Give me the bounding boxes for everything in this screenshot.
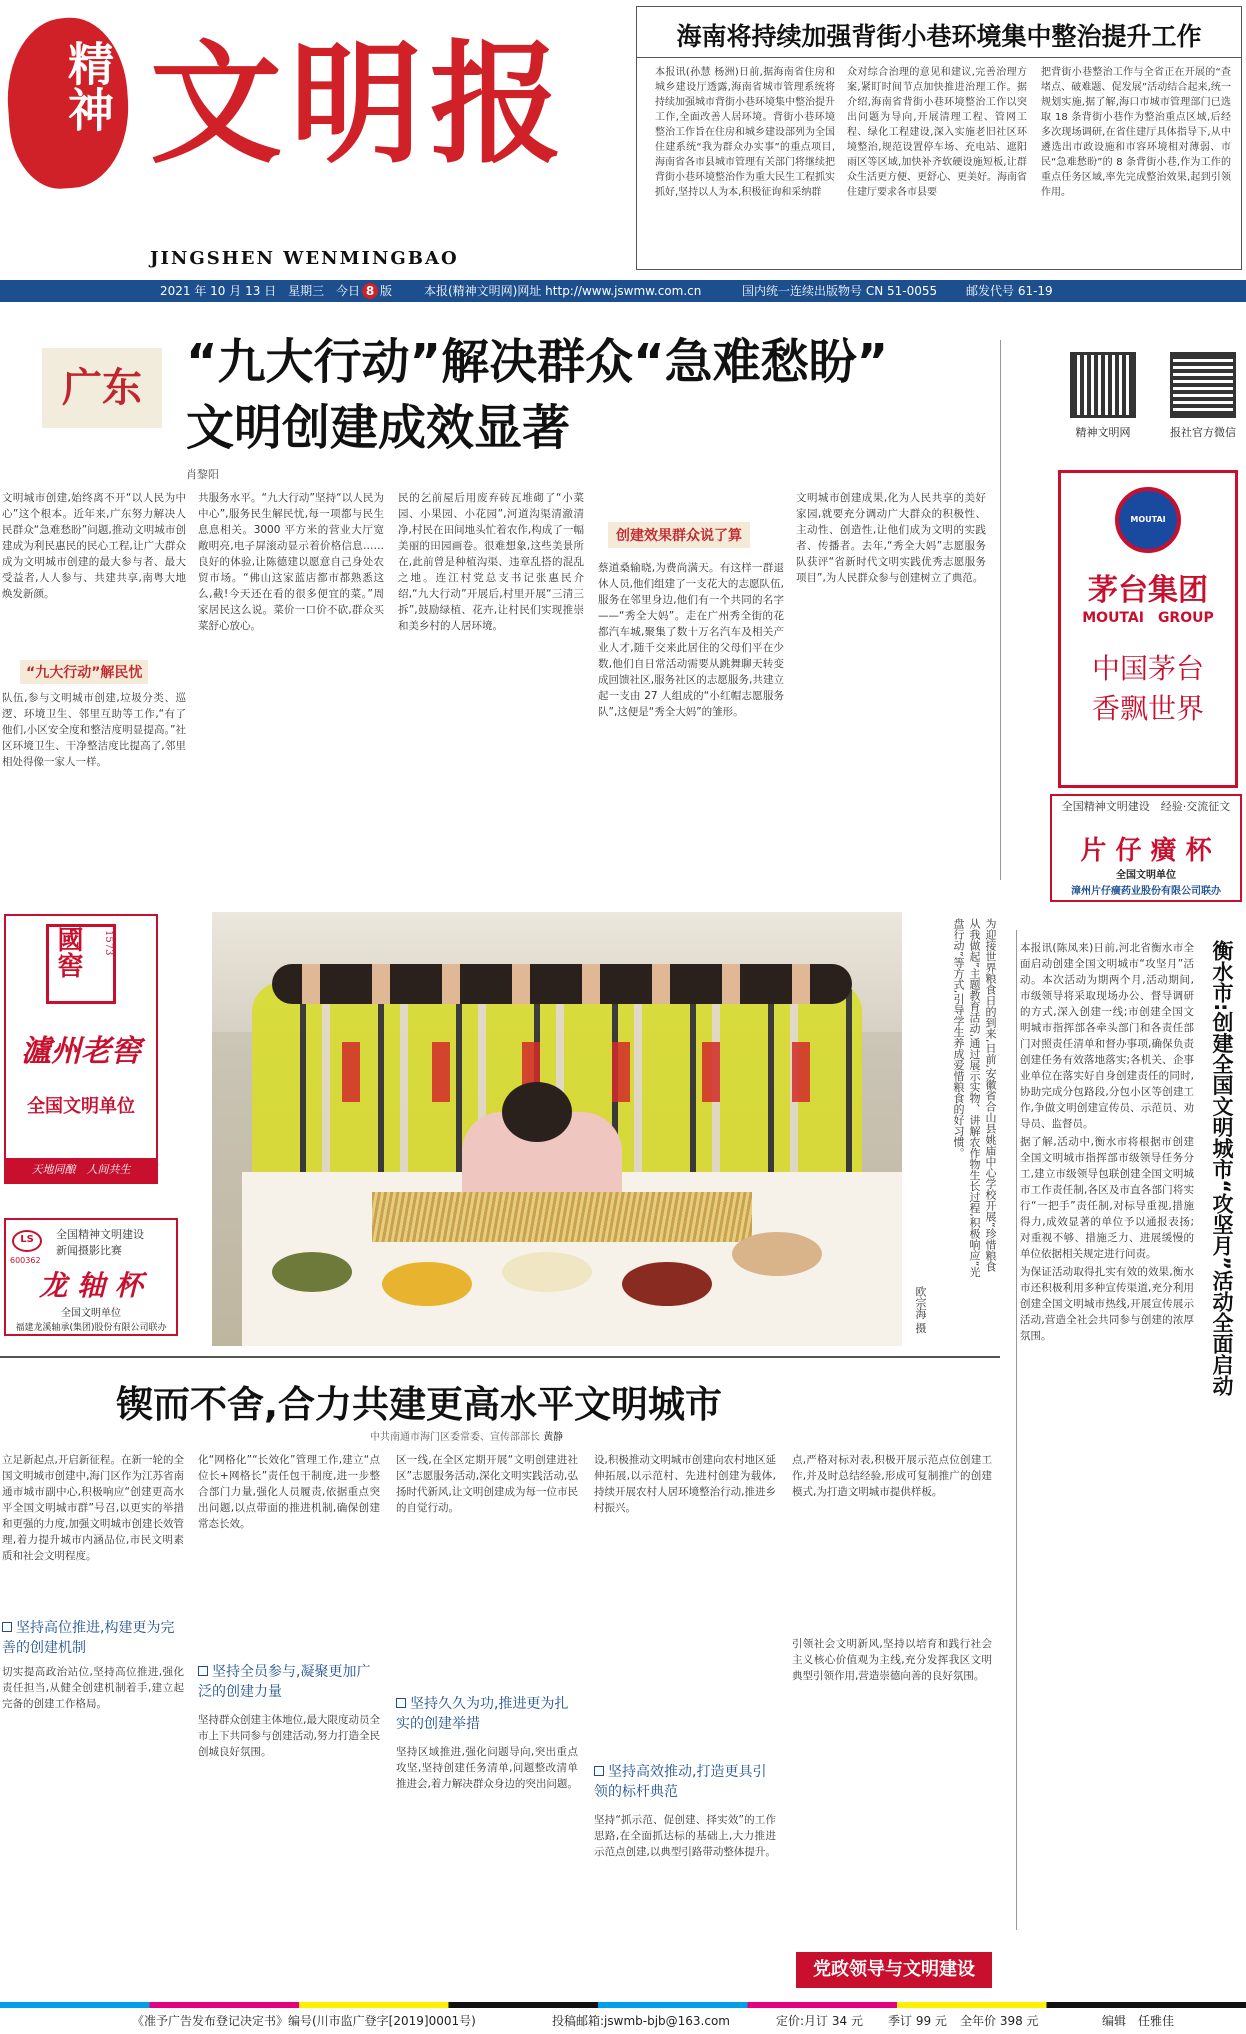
- longtan-code: 600362: [10, 1256, 41, 1265]
- footer-editor: 编辑 任雅佳: [1102, 2014, 1175, 2028]
- pzh-sub: 全国文明单位: [1116, 870, 1176, 881]
- footer: [0, 2010, 1246, 2032]
- side-story-para-3: 为保证活动取得扎实有效的效果,衡水市还积极利用多种宣传渠道,充分利用创建全国文明城市热线,开展宣传展示活动,营造全社会共同参与创建的浓厚氛围。: [1020, 1266, 1194, 1342]
- top-story-col-2: 众对综合治理的意见和建议,完善治理方案,紧盯时间节点加快推进治理工作。据介绍,海南省背街小巷环境整治工作以突出问题为导向,开展清理工程、管网工程、绿化工程建设,深入实施老旧社区环境整治,规范设置停车场、充电站、遮阳雨区等区域,加快补齐软硬设施短板,让群众生活更方便、更舒心、更美好。海南省住建厅要求各市县要: [847, 67, 1027, 198]
- feature-subhead-1: [2, 1618, 184, 1658]
- dateline-pages-post: 版: [380, 284, 393, 298]
- ad-laojiao[interactable]: [4, 914, 158, 1184]
- dateline-website: 本报(精神文明网)网址 http://www.jswmw.com.cn: [424, 284, 702, 298]
- dateline-pages: [336, 280, 392, 302]
- main-story-subhead-2: 创建效果群众说了算: [608, 522, 750, 548]
- main-story-col-5: 文明城市创建成果,化为人民共享的美好家园,就要充分调动广大群众的积极性、主动性、创造性,让他们成为文明的实践者、传播者。去年,“秀全大妈”志愿服务队获评“省新时代文明实践优秀志愿服务项目”,为人民群众参与创建树立了典范。: [796, 492, 986, 584]
- main-story-subhead-1: “九大行动”解民忧: [20, 660, 148, 684]
- feature-subhead-2: [198, 1662, 380, 1702]
- qr-code-2-label: 报社官方微信: [1170, 426, 1236, 439]
- laojiao-seal-text: 國窖: [53, 926, 83, 978]
- moutai-logo-text: MOUTAI: [1130, 515, 1166, 524]
- feature-col-2a: 化“网格化”“长效化”管理工作,建立“点位长+网格长”责任包干制度,进一步整合部门力量,强化人员履责,依据重点突出问题,以点带面的推进机制,确保创建常态长效。: [198, 1454, 380, 1530]
- top-story: [636, 6, 1242, 270]
- feature-subhead-1-icon: [2, 1622, 12, 1632]
- ad-pianzaihuang[interactable]: [1050, 794, 1242, 902]
- ad-longtan[interactable]: [4, 1218, 178, 1336]
- qr-code-1-label: 精神文明网: [1075, 426, 1131, 439]
- dateline-pages-pre: 今日: [336, 284, 361, 298]
- top-story-headline: 海南将持续加强背街小巷环境集中整治提升工作: [676, 22, 1202, 51]
- qr-code-1[interactable]: [1070, 352, 1136, 418]
- top-story-col-1: 本报讯(孙慧 杨洲)日前,据海南省住房和城乡建设厅透露,海南省城市管理系统将持续加强城市背街小巷环境集中整治提升工作,全面改善人居环境。背街小巷环境整治工作旨在住房和城乡建设部列为全国住建系统“我为群众办实事”的重点项目,海南省各市县城市管理有关部门将继续把背街小巷环境整治作为重大民生工程抓实抓好,坚持以人为本,积极征询和采纳群: [655, 67, 835, 198]
- moutai-slogan-1: 中国茅台: [1091, 652, 1204, 685]
- feature-col-1a: 立足新起点,开启新征程。在新一轮的全国文明城市创建中,海门区作为江苏省南通市城市副中心,积极响应“创建更高水平全国文明城市群”号召,以更实的举措和更强的力度,加强文明城市创建长效管理,着力提升城市内涵品位,市民文明素质和社会文明程度。: [2, 1454, 184, 1562]
- dateline-postal: 邮发代号 61-19: [966, 284, 1053, 298]
- ad-moutai[interactable]: [1058, 470, 1238, 788]
- feature-subhead-1-text: 坚持高位推进,构建更为完善的创建机制: [2, 1620, 175, 1656]
- main-story-byline: 肖黎阳: [186, 468, 219, 481]
- side-story-para-2: 据了解,活动中,衡水市将根据市创建全国文明城市指挥部市级领导任务分工,建立市级领导包联创建全国文明城市工作责任制,各区及市直各部门将实行“一把手”责任制,对标导重视,措施得力,成效显著的单位予以通报表扬;对重视不够、措施乏力、进展缓慢的单位依据相关规定进行问责。: [1020, 1136, 1194, 1260]
- feature-col-4a: 设,积极推动文明城市创建向农村地区延伸拓展,以示范村、先进村创建为载体,持续开展农村人居环境整治行动,推进乡村振兴。: [594, 1454, 776, 1514]
- footer-price-month: 定价:月订 34 元: [776, 2014, 863, 2028]
- feature-col-5a: 点,严格对标对表,积极开展示范点位创建工作,并及时总结经验,形成可复制推广的创建模式,为打造文明城市提供样板。: [792, 1454, 992, 1498]
- laojiao-seal-year: 1573: [103, 930, 114, 956]
- footer-price-year: 全年价 398 元: [960, 2014, 1039, 2028]
- main-story-col-1b: 队伍,参与文明城市创建,垃圾分类、巡逻、环境卫生、邻里互助等工作,“有了他们,小区安全度和整洁度明显提高。”社区环境卫生、干净整洁度比提高了,邻里相处得像一家人一样。: [2, 692, 186, 768]
- feature-subhead-2-icon: [198, 1666, 208, 1676]
- feature-col-4b: 坚持“抓示范、促创建、择实效”的工作思路,在全面抓达标的基础上,大力推进示范点创建,以典型引路带动整体提升。: [594, 1814, 776, 1858]
- main-story-col-4: 蔡道桑输晓,为费尚满天。有这样一群退休人员,他们组建了一支花大的志愿队伍,服务在邻里身边,他们有一个共同的名字——“秀全大妈”。走在广州秀全街的花都汽车城,聚集了数十万名汽车及相关产业人才,随千交来此居住的父母们平在少数,他们自日常活动需要从跳舞聊天转变成回馈社区,服务社区的志愿服务,共建立起一支由 27 人组成的“小红帽志愿服务队”,这便是“秀全大妈”的雏形。: [598, 562, 784, 718]
- feature-byline-pre: 中共南通市海门区委常委、宣传部部长: [370, 1432, 540, 1443]
- masthead-title: 文明报: [150, 27, 570, 182]
- longtan-logo-text: LS: [20, 1234, 34, 1245]
- photo-caption: 为迎接世界粮食日的到来,日前,安徽省合山县姚庙中心学校开展“珍惜粮食 从我做起”主题教育活动,通过展示实物、讲解农作物生长过程,积极响应“光盘行动”等方式,引导学生养成爱惜粮食的好习惯。: [952, 918, 997, 1278]
- feature-subhead-3-icon: [396, 1698, 406, 1708]
- main-story-headline-2: 文明创建成效显著: [186, 400, 571, 456]
- pzh-top: 全国精神文明建设 经验·交流征文: [1061, 800, 1231, 813]
- main-story-col-1a: 文明城市创建,始终离不开“以人民为中心”这个根本。近年来,广东努力解决人民群众“急难愁盼”问题,推动文明城市创建成为利民惠民的民心工程,让广大群众成为文明城市创建的最大参与者、最大受益者,人人参与、共建共享,南粤大地焕发新颜。: [2, 492, 186, 600]
- masthead-seal-text: 精神: [61, 40, 115, 132]
- masthead-pinyin: JINGSHEN WENMINGBAO: [150, 248, 459, 269]
- laojiao-brand: 瀘州老窖: [21, 1034, 141, 1069]
- side-story-para-1: 本报讯(陈凤来)日前,河北省衡水市全面启动创建全国文明城市“攻坚月”活动。本次活动为期两个月,活动期间,市级领导将采取现场办公、督导调研的方式,深入创建一线;市创建全国文明城市指挥部各牵头部门和各责任部门对照责任清单和督办事项,确保负责创建任务有效落地落实;各机关、企事业单位在落实好自身创建责任的同时,协助完成分包路段,分包小区等创建工作,争做文明创建宣传员、示范员、劝导员、监督员。: [1020, 942, 1194, 1130]
- dateline-bar: [0, 280, 1246, 302]
- dateline-pages-num: 8: [362, 283, 378, 299]
- feature-byline: [370, 1428, 563, 1443]
- feature-subhead-4-text: 坚持高效推动,打造更具引领的标杆典范: [594, 1764, 767, 1800]
- moutai-brand-en: MOUTAI GROUP: [1082, 610, 1214, 626]
- longtan-company: 福建龙溪轴承(集团)股份有限公司联办: [15, 1323, 167, 1333]
- photo-credit: 欧宗海 摄: [914, 1286, 927, 1334]
- side-story-headline: 衡水市:创建全国文明城市“攻坚月”活动全面启动: [1210, 940, 1234, 1397]
- laojiao-unit: 全国文明单位: [27, 1096, 135, 1117]
- feature-subhead-2-text: 坚持全员参与,凝聚更加广泛的创建力量: [198, 1664, 371, 1700]
- feature-subhead-3-text: 坚持久久为功,推进更为扎实的创建举措: [396, 1696, 569, 1732]
- feature-headline: 锲而不舍,合力共建更高水平文明城市: [116, 1383, 723, 1426]
- feature-banner: 党政领导与文明建设: [796, 1952, 992, 1988]
- feature-col-3a: 区一线,在全区定期开展“文明创建进社区”志愿服务活动,深化文明实践活动,弘扬时代新风,让文明创建成为每一位市民的自觉行动。: [396, 1454, 578, 1514]
- feature-col-1b: 切实提高政治站位,坚持高位推进,强化责任担当,从健全创建机制着手,建立起完备的创建工作格局。: [2, 1666, 184, 1710]
- feature-col-5b: 引领社会文明新风,坚持以培育和践行社会主义核心价值观为主线,充分发挥我区文明典型引领作用,营造崇德向善的良好氛围。: [792, 1638, 992, 1682]
- dateline-issn: 国内统一连续出版物号 CN 51-0055: [742, 284, 938, 298]
- dateline-date: 2021 年 10 月 13 日 星期三: [160, 284, 325, 298]
- feature-col-3b: 坚持区域推进,强化问题导向,突出重点攻坚,坚持创建任务清单,问题整改清单推进会,着力解决群众身边的突出问题。: [396, 1746, 578, 1790]
- footer-color-bar: [0, 2002, 1246, 2008]
- side-story-text: [1020, 940, 1194, 1930]
- laojiao-slogan: 天地同酿 人间共生: [6, 1158, 156, 1182]
- pzh-name: 片 仔 癀 杯: [1080, 836, 1212, 866]
- feature-col-2b: 坚持群众创建主体地位,最大限度动员全市上下共同参与创建活动,努力打造全民创城良好氛围。: [198, 1714, 380, 1758]
- main-story-headline-1: “九大行动”解决群众“急难愁盼”: [186, 334, 889, 390]
- top-story-col-3: 把背街小巷整治工作与全省正在开展的“查堵点、破难题、促发展”活动结合起来,统一规划实施,据了解,海口市城市管理部门已选取 18 条背街小巷作为整治重点区域,后经多次现场调研,在省住建厅具体指导下,从中遴选出市政设施和市容环境相对薄弱、市民“急难愁盼”的 8 条背街小巷,作为工作的重点任务区域,率先完成整治效果,起到引领作用。: [1041, 67, 1231, 198]
- longtan-unit: 全国文明单位: [61, 1308, 121, 1319]
- masthead: [0, 0, 628, 270]
- feature-byline-name: 黄静: [543, 1432, 564, 1443]
- pzh-company: 漳州片仔癀药业股份有限公司联办: [1071, 886, 1221, 897]
- footer-regulation: 《准予广告发布登记决定书》编号(川市监广登字[2019]0001号): [132, 2014, 476, 2028]
- moutai-slogan-2: 香飘世界: [1091, 692, 1204, 725]
- feature-subhead-3: [396, 1694, 578, 1734]
- news-photo: [212, 912, 902, 1346]
- main-story-tag: 广东: [42, 348, 162, 428]
- main-story-col-2: 共服务水平。“九大行动”坚持“以人民为中心”,服务民生解民忧,每一项都与民生息息相关。3000 平方米的营业大厅宽敞明亮,电子屏滚动显示着价格信息……良好的体验,让陈德建以愿意自己身处农贸市场。“佛山这家蓝店都市都熟悉这么,截!今天还在看的很多便宜的菜。”周家居民这么说。菜价一口价不砍,群众买菜舒心放心。: [198, 492, 384, 632]
- footer-mailbox: 投稿邮箱:jswmb-bjb@163.com: [552, 2014, 730, 2028]
- longtan-top-2: 新闻摄影比赛: [56, 1244, 122, 1257]
- feature-subhead-4: [594, 1762, 776, 1802]
- main-story-col-3: 民的乞前屋后用废弃砖瓦堆砌了“小菜园、小果园、小花园”,河道沟渠清澈清净,村民在田间地头忙着农作,构成了一幅美丽的田园画卷。很难想象,这些美景所在,此前曾是种植沟渠、违章乱搭的混乱之地。连江村党总支书记张惠民介绍,“九大行动”开展后,村里开展“三清三拆”,鼓励绿植、花卉,让村民们实现推崇和美乡村的人居环境。: [398, 492, 584, 632]
- longtan-top-1: 全国精神文明建设: [56, 1228, 144, 1241]
- qr-code-2[interactable]: [1170, 352, 1236, 418]
- footer-price-quarter: 季订 99 元: [888, 2014, 947, 2028]
- feature-subhead-4-icon: [594, 1766, 604, 1776]
- moutai-brand: 茅台集团: [1088, 573, 1208, 608]
- longtan-name: 龙 轴 杯: [39, 1269, 143, 1302]
